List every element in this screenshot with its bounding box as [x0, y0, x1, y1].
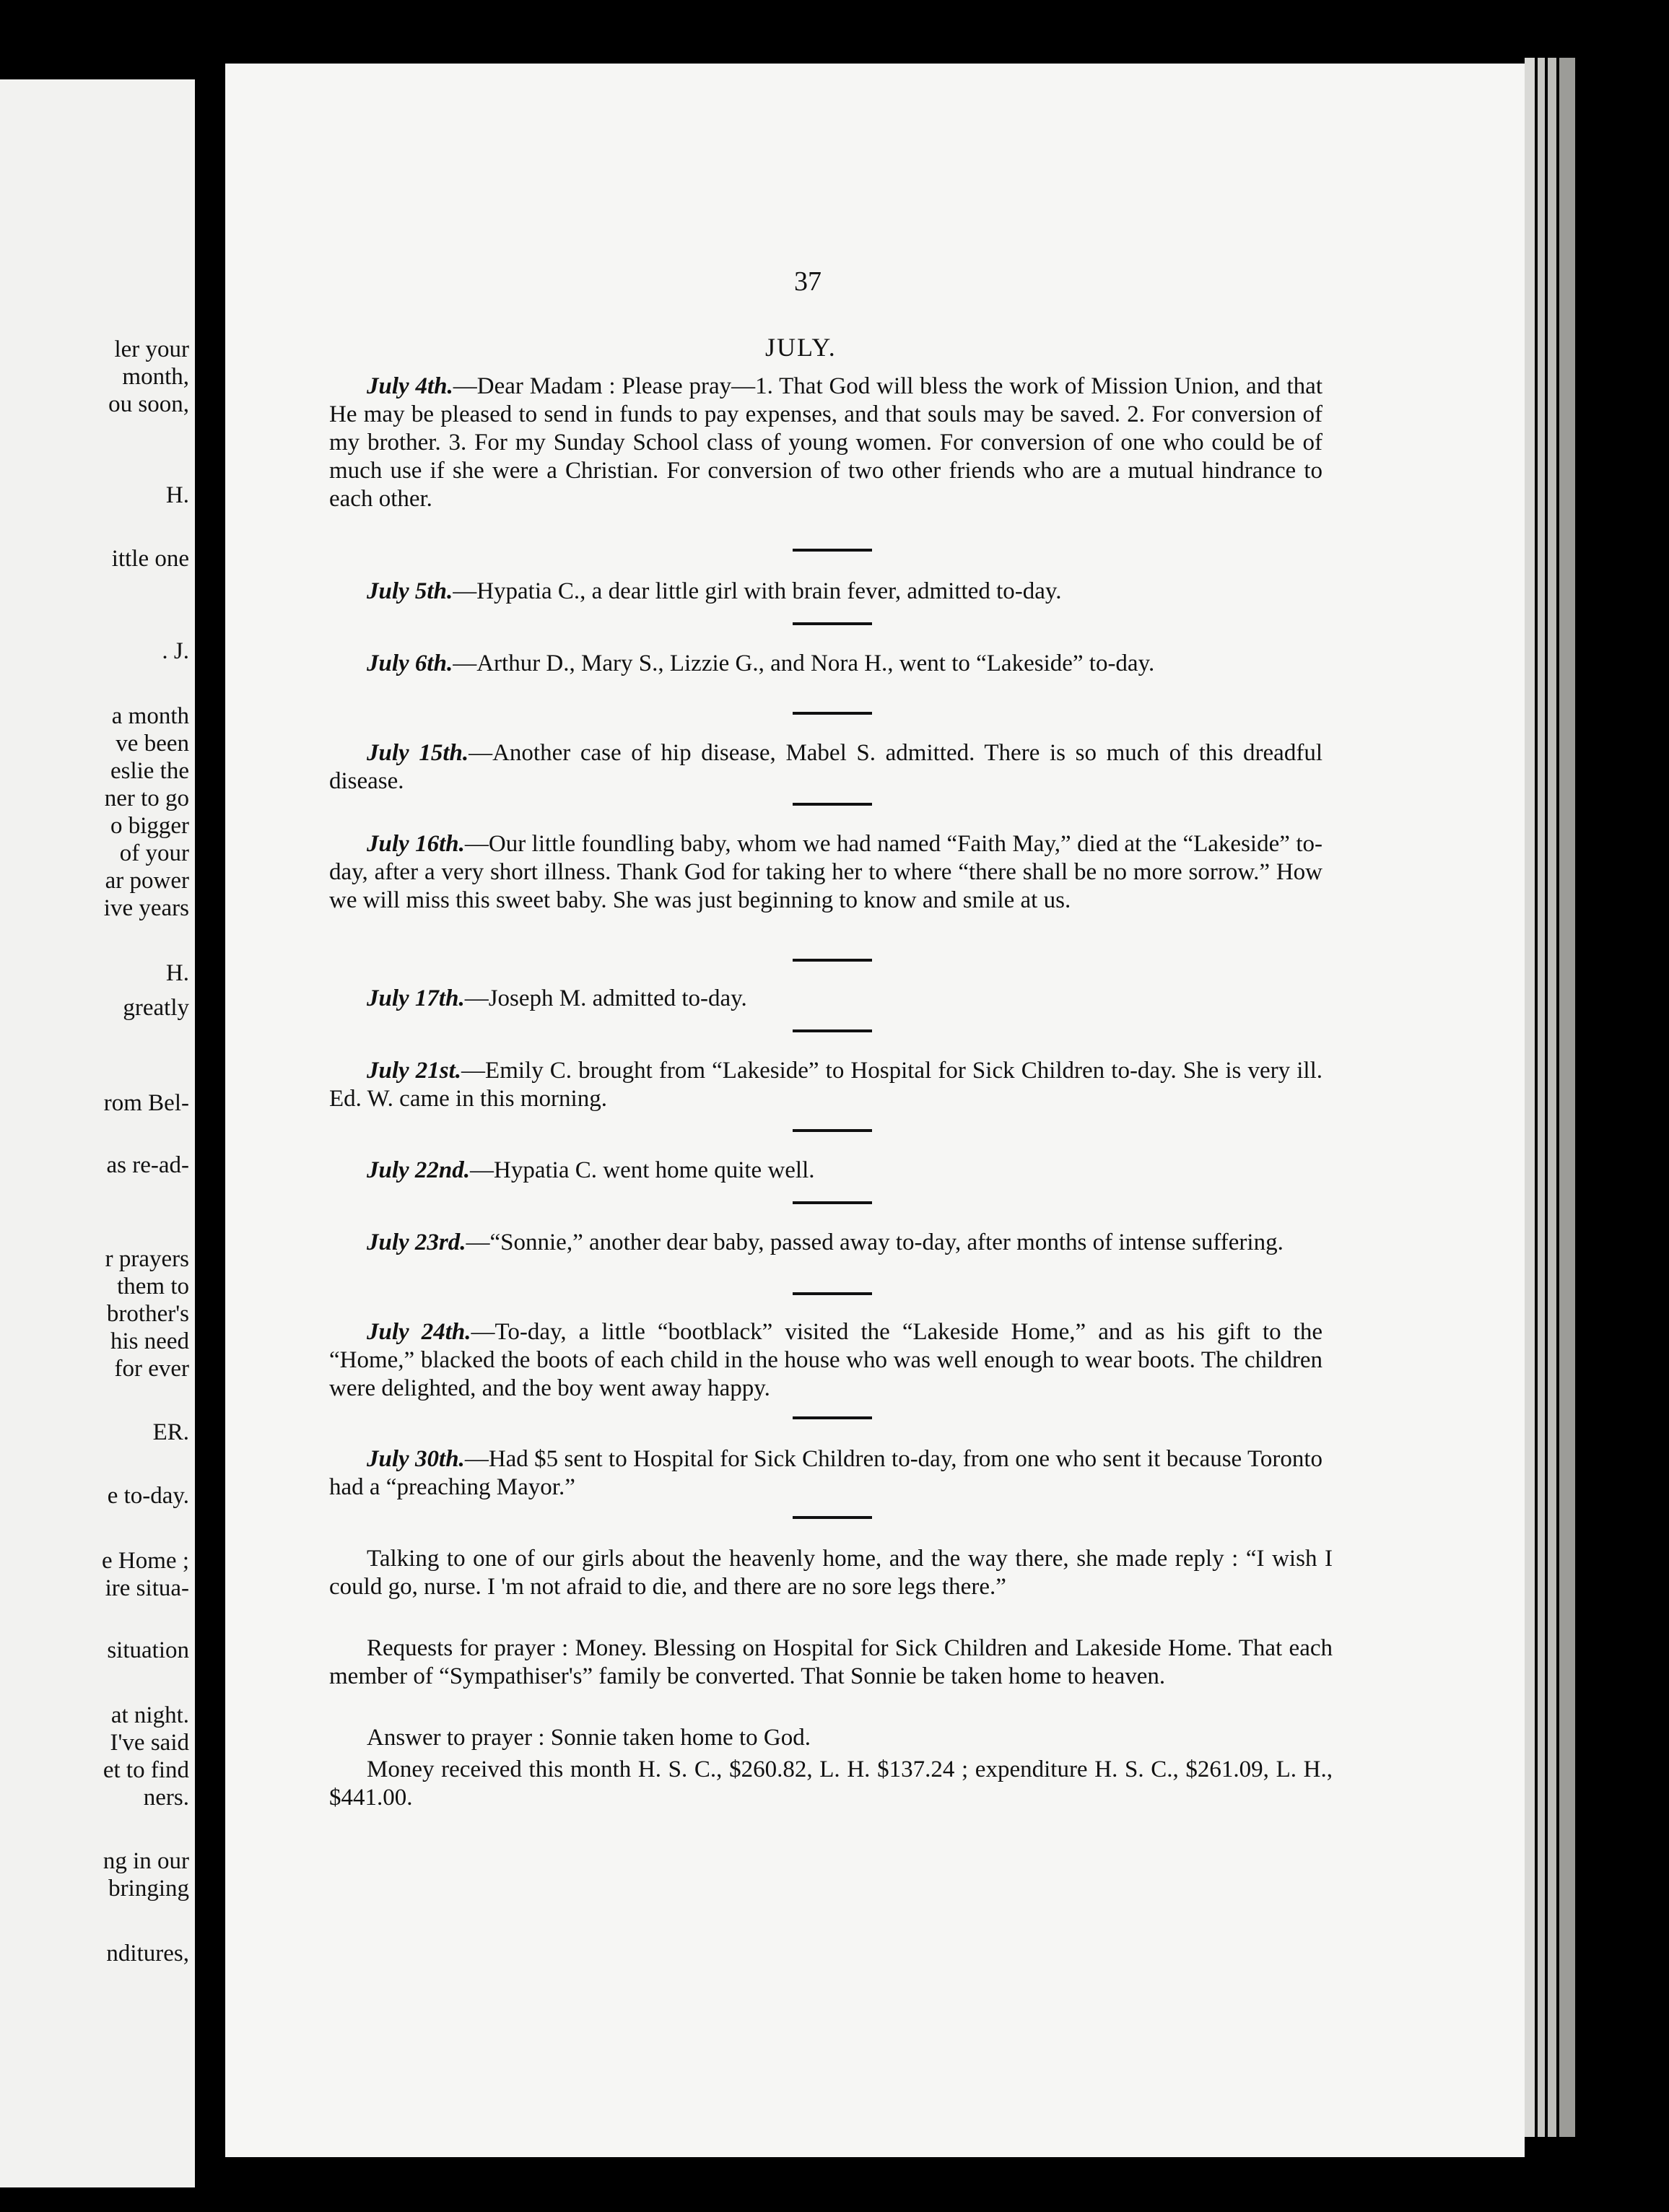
left-page-line: ire situa-	[105, 1575, 189, 1601]
entry-date: July 4th.	[367, 373, 453, 399]
left-page-line: . J.	[162, 638, 189, 664]
left-page-line: brother's	[106, 1301, 189, 1327]
entry-text: —Dear Madam : Please pray—1. That God will bless the work of Mission Union, and that He may be pleased to send in funds to pay expenses, and that souls may be saved. 2. For conversion of my brother. 3. For my Sunday School class of young women. For conversion of one who could be of much use if she were a Christian. For conversion of two other friends who are a mutual hindrance to each other.	[329, 373, 1322, 512]
left-page-line: ve been	[116, 731, 189, 757]
left-page-line: ner to go	[104, 785, 189, 811]
entry-text: —Joseph M. admitted to-day.	[464, 985, 747, 1011]
entry-date: July 30th.	[367, 1446, 465, 1472]
entry-text: —Our little foundling baby, whom we had named “Faith May,” died at the “Lakeside” to-day, after a very short illness. Thank God for taking her to where “there shall be no more sorrow.” How we will miss this sweet baby. She was just beginning to know and smile at us.	[329, 831, 1322, 913]
section-divider	[793, 622, 872, 625]
section-divider	[793, 549, 872, 552]
left-page-line: ive years	[103, 895, 189, 921]
section-divider	[793, 803, 872, 806]
left-page-line: his need	[110, 1328, 189, 1354]
left-page-line: situation	[107, 1637, 189, 1663]
left-page-line: r prayers	[105, 1246, 189, 1272]
diary-entry	[329, 578, 1322, 606]
left-page-line: nditures,	[106, 1941, 189, 1967]
section-divider	[793, 1029, 872, 1032]
entry-date: July 21st.	[367, 1058, 462, 1084]
diary-entry	[329, 1445, 1322, 1502]
closing-paragraph: Requests for prayer : Money. Blessing on Hospital for Sick Children and Lakeside Home. That each member of “Sympathiser's” family be converted. That Sonnie be taken home to heaven.	[329, 1635, 1333, 1689]
diary-entry	[329, 985, 1322, 1013]
left-page-line: ler your	[114, 336, 189, 362]
left-page-line: ER.	[152, 1419, 189, 1445]
left-page-line: I've said	[110, 1730, 189, 1756]
entry-date: July 16th.	[367, 831, 465, 857]
left-page-line: rom Bel-	[103, 1090, 189, 1116]
diary-entry	[329, 1057, 1322, 1113]
section-divider	[793, 1416, 872, 1419]
entry-date: July 6th.	[367, 650, 453, 676]
entry-text: —Hypatia C., a dear little girl with brain fever, admitted to-day.	[453, 578, 1062, 604]
left-page-line: ar power	[105, 868, 189, 894]
entry-date: July 23rd.	[367, 1229, 466, 1255]
left-page-line: at night.	[110, 1702, 189, 1728]
left-page-line: et to find	[103, 1757, 189, 1783]
diary-entry	[329, 1318, 1322, 1403]
entry-text: —Another case of hip disease, Mabel S. admitted. There is so much of this dreadful disease.	[329, 740, 1322, 794]
left-page-line: eslie the	[110, 758, 189, 784]
entry-text: —To-day, a little “bootblack” visited the “Lakeside Home,” and as his gift to the “Home,” blacked the boots of each child in the house who was well enough to wear boots. The children were delighted, and the boy went away happy.	[329, 1319, 1322, 1401]
entry-date: July 15th.	[367, 740, 469, 766]
left-page-line: ittle one	[111, 546, 189, 572]
page-edge	[1538, 58, 1545, 2137]
diary-entry	[329, 739, 1322, 796]
section-divider	[793, 1292, 872, 1295]
closing-paragraph: Talking to one of our girls about the heavenly home, and the way there, she made reply : “I wish I could go, nurse. I 'm not afraid to die, and there are no sore legs there.”	[329, 1546, 1333, 1600]
section-divider	[793, 959, 872, 962]
closing-paragraph: Answer to prayer : Sonnie taken home to God.	[367, 1725, 811, 1751]
left-page-line: as re-ad-	[106, 1152, 189, 1178]
page-edge	[1559, 58, 1575, 2137]
left-page-line: them to	[117, 1273, 189, 1299]
left-page-line: o bigger	[110, 813, 189, 839]
entry-text: —Had $5 sent to Hospital for Sick Children to-day, from one who sent it because Toronto had a “preaching Mayor.”	[329, 1446, 1322, 1500]
diary-entry	[329, 830, 1322, 915]
entry-text: —Arthur D., Mary S., Lizzie G., and Nora H., went to “Lakeside” to-day.	[453, 650, 1155, 676]
entry-date: July 24th.	[367, 1319, 471, 1345]
section-divider	[793, 1201, 872, 1204]
page-edge	[1525, 58, 1535, 2137]
diary-entry	[329, 1157, 1322, 1185]
left-page-line: for ever	[114, 1356, 189, 1382]
left-page-line: of your	[119, 840, 189, 866]
closing-paragraph: Money received this month H. S. C., $260.82, L. H. $137.24 ; expenditure H. S. C., $261.09, L. H., $441.00.	[329, 1756, 1333, 1811]
entry-text: —“Sonnie,” another dear baby, passed away to-day, after months of intense suffering.	[466, 1229, 1284, 1255]
entry-date: July 17th.	[367, 985, 465, 1011]
diary-entry	[329, 1229, 1322, 1257]
left-page-line: ners.	[143, 1785, 189, 1811]
left-page-line: ng in our	[103, 1848, 189, 1874]
page-edge	[1548, 58, 1556, 2137]
left-page-line: e Home ;	[102, 1548, 189, 1574]
section-divider	[793, 1129, 872, 1132]
book-spine	[195, 0, 224, 2212]
left-page-line: month,	[122, 364, 189, 390]
left-page-line: ou soon,	[108, 391, 189, 417]
entry-date: July 5th.	[367, 578, 453, 604]
left-page-line: e to-day.	[107, 1483, 189, 1509]
section-divider	[793, 712, 872, 715]
left-page-fragment	[0, 79, 195, 2187]
section-divider	[793, 1516, 872, 1519]
diary-entry	[329, 373, 1322, 513]
left-page-line: a month	[111, 703, 189, 729]
diary-entry	[329, 650, 1322, 678]
entry-date: July 22nd.	[367, 1157, 471, 1183]
left-page-line: bringing	[108, 1876, 189, 1902]
entry-text: —Emily C. brought from “Lakeside” to Hospital for Sick Children to-day. She is very ill. Ed. W. came in this morning.	[329, 1058, 1322, 1112]
left-page-line: H.	[165, 960, 189, 986]
month-heading: JULY.	[765, 333, 837, 362]
entry-text: —Hypatia C. went home quite well.	[470, 1157, 815, 1183]
page-number: 37	[794, 266, 822, 297]
left-page-line: H.	[165, 482, 189, 508]
left-page-line: greatly	[123, 995, 189, 1021]
